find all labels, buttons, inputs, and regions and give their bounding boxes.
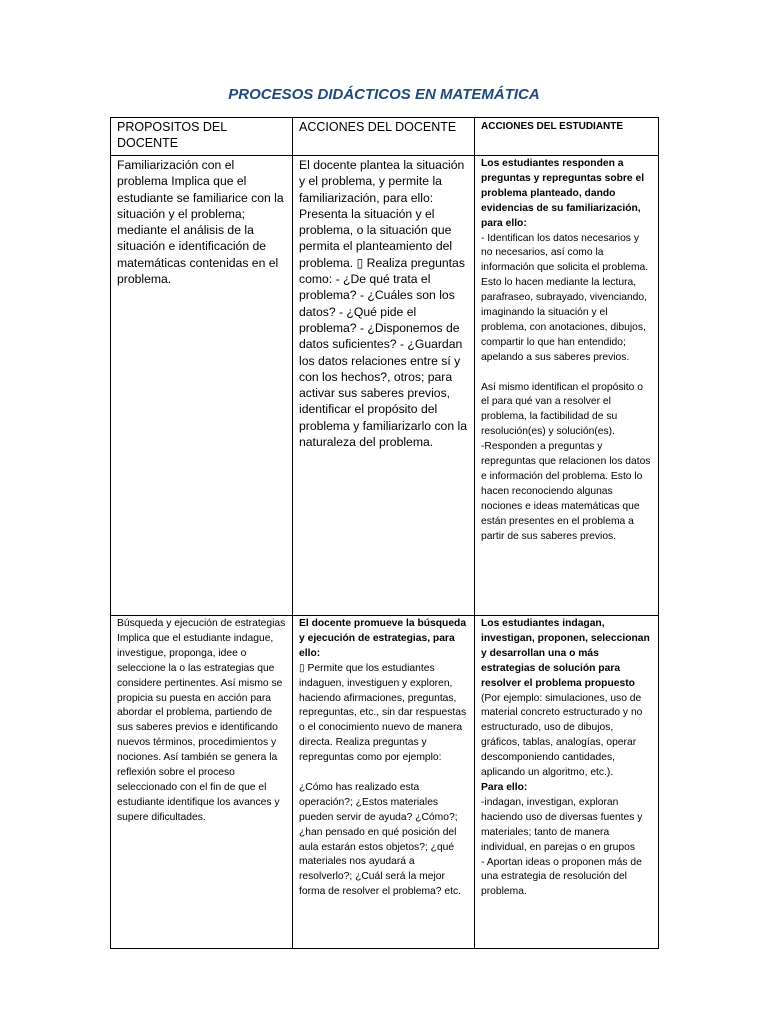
row1-col1-text: Familiarización con el problema Implica que el estudiante se familiarice con la situación y el problema; mediante el análisis de la situación e identificación de matemáticas contenidas en el problema.	[117, 158, 284, 287]
table-row	[111, 616, 659, 949]
row2-col2-p2: ¿Cómo has realizado esta operación?; ¿Estos materiales pueden servir de ayuda? ¿Cómo?; ¿han pensado en qué posición del aula estarán estos objetos?; ¿qué materiales nos ayudará a resolverlo?; ¿Cuál será la mejor forma de resolver el problema? etc.	[299, 781, 461, 898]
row1-col3-p1: - Identifican los datos necesarios y no necesarios, así como la información que solicita el problema. Esto lo hacen mediante la lectura, parafraseo, subrayado, vivenciando, imaginando la situación y el problema, con anotaciones, dibujos, compartir lo que han entendido; apelando a sus saberes previos.	[481, 232, 649, 363]
processes-table	[110, 117, 659, 949]
row1-col2-text: El docente plantea la situación y el problema, y permite la familiarización, para ello: Presenta la situación y el problema, o la situación que permita el planteamiento del problema. ▯ Realiza preguntas como: - ¿De qué trata el problema? - ¿Cuáles son los datos? - ¿Qué pide el problema? - ¿Disponemos de datos suficientes? - ¿Guardan los datos relaciones entre sí y con los hechos?, otros; para activar sus saberes previos, identificar el propósito del problema y familiarizarlo con la naturaleza del problema.	[299, 158, 467, 450]
row2-acciones-estudiante	[475, 616, 659, 949]
row2-col3-p1: (Por ejemplo: simulaciones, uso de material concreto estructurado y no estructurado, uso de dibujos, gráficos, tablas, analogías, operar descomponiendo cantidades, aplicando un algoritmo, etc.).	[481, 692, 643, 779]
header-acciones-docente: ACCIONES DEL DOCENTE	[293, 118, 475, 156]
row2-col3-para-ello: Para ello:	[481, 781, 528, 793]
table-row	[111, 156, 659, 616]
row2-col2-lead: El docente promueve la búsqueda y ejecución de estrategias, para ello:	[299, 618, 467, 659]
row2-acciones-docente	[293, 616, 475, 949]
row1-acciones-estudiante	[475, 156, 659, 616]
row1-col3-p3: -Responden a preguntas y repreguntas que relacionen los datos e información del problema. Esto lo hacen reconociendo algunas nociones e ideas matemáticas que están presentes en el problema a partir de sus saberes previos.	[481, 441, 651, 542]
row1-col3-lead: Los estudiantes responden a preguntas y repreguntas sobre el problema planteado, dando evidencias de su familiarización, para ello:	[481, 158, 645, 229]
row2-propositos	[111, 616, 293, 949]
row2-col3-p2: -indagan, investigan, exploran haciendo uso de diversas fuentes y materiales; tanto de manera individual, en parejas o en grupos	[481, 796, 643, 853]
header-propositos: PROPOSITOS DEL DOCENTE	[111, 118, 293, 156]
row1-propositos	[111, 156, 293, 616]
row2-col2-p1: ▯ Permite que los estudiantes indaguen, investiguen y exploren, haciendo afirmaciones, preguntas, repreguntas, etc., sin dar respuestas o el conocimiento nuevo de manera directa. Realiza preguntas y repreguntas como por ejemplo:	[299, 662, 467, 764]
row1-acciones-docente	[293, 156, 475, 616]
document-title: PROCESOS DIDÁCTICOS EN MATEMÁTICA	[228, 86, 540, 103]
table-header-row	[111, 118, 659, 156]
header-acciones-estudiante: ACCIONES DEL ESTUDIANTE	[475, 118, 659, 156]
row2-col3-p3: - Aportan ideas o proponen más de una estrategia de resolución del problema.	[481, 856, 642, 898]
row2-col3-lead: Los estudiantes indagan, investigan, proponen, seleccionan y desarrollan una o más estrategias de solución para resolver el problema propuesto	[481, 618, 650, 689]
row2-col1-text: Búsqueda y ejecución de estrategias Implica que el estudiante indague, investigue, proponga, idee o seleccione la o las estrategias que considere pertinentes. Así mismo se propicia su puesta en acción para abordar el problema, partiendo de sus saberes previos e identificando nuevos términos, procedimientos y nociones. Así también se genera la reflexión sobre el proceso seleccionado con el fin de que el estudiante identifique los avances y supere dificultades.	[117, 618, 286, 823]
row1-col3-p2: Así mismo identifican el propósito o el para qué van a resolver el problema, la factibilidad de su resolución(es) y solución(es).	[481, 381, 643, 438]
